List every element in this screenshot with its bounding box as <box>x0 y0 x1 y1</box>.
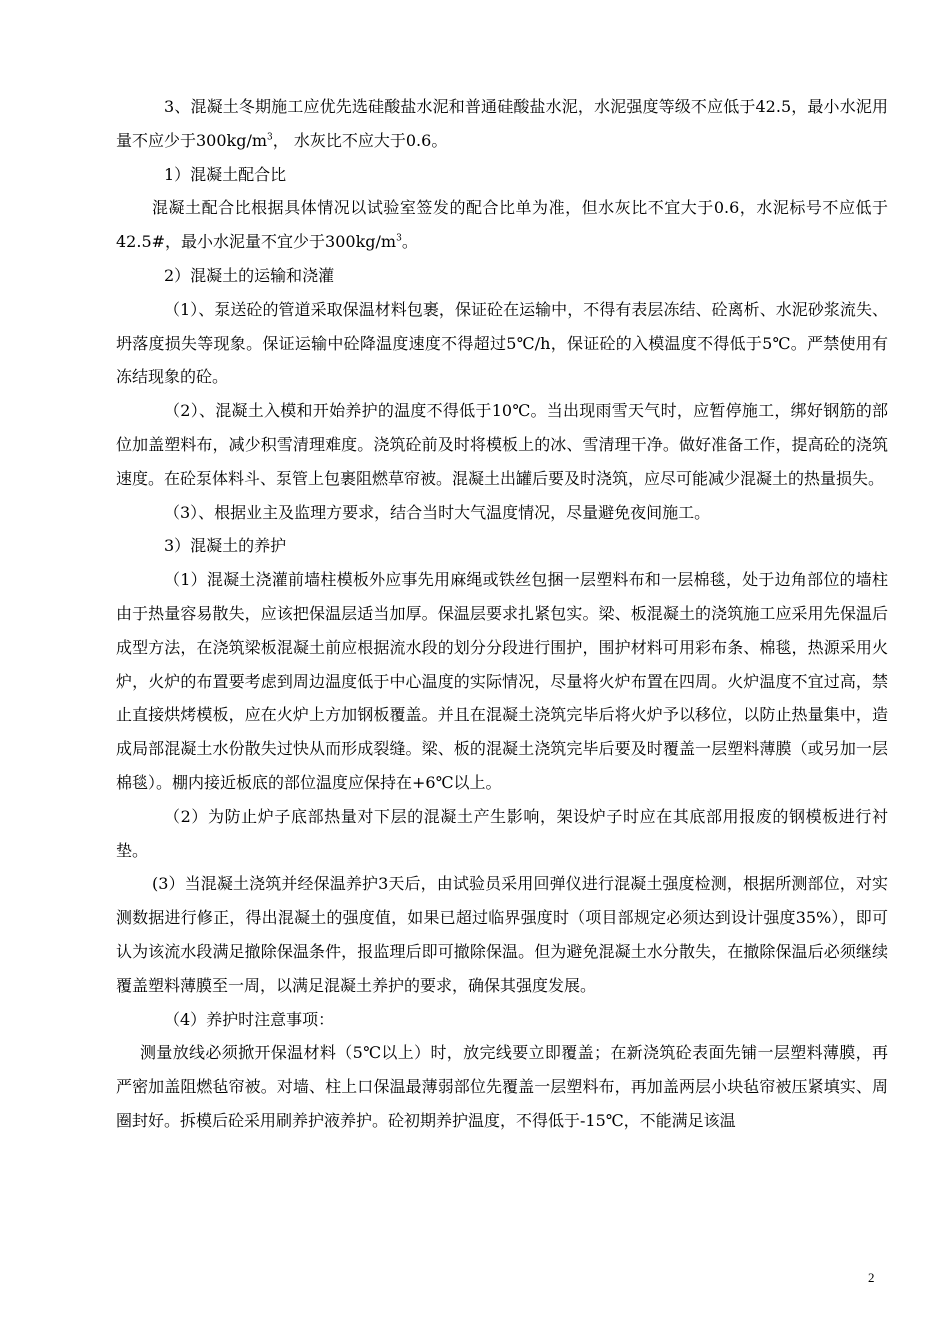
heading-curing: 3）混凝土的养护 <box>164 536 287 556</box>
paragraph-mix-ratio <box>116 191 888 259</box>
paragraph-curing-2: （2）为防止炉子底部热量对下层的混凝土产生影响，架设炉子时应在其底部用报废的钢模板进行衬垫。 <box>116 806 888 860</box>
paragraph-text: 3、混凝土冬期施工应优先选硅酸盐水泥和普通硅酸盐水泥，水泥强度等级不应低于42.5，最小水泥用量不应少于300kg/m <box>116 97 888 150</box>
paragraph-curing-notes: 测量放线必须掀开保温材料（5℃以上）时，放完线要立即覆盖；在新浇筑砼表面先铺一层塑料薄膜，再严密加盖阻燃毡帘被。对墙、柱上口保温最薄弱部位先覆盖一层塑料布，再加盖两层小块毡帘被压紧填实、周圈封好。拆模后砼采用刷养护液养护。砼初期养护温度，不得低于-15℃，不能满足该温 <box>116 1043 888 1130</box>
paragraph-curing-3: (3）当混凝土浇筑并经保温养护3天后，由试验员采用回弹仪进行混凝土强度检测，根据所测部位，对实测数据进行修正，得出混凝土的强度值，如果已超过临界强度时（项目部规定必须达到设计强度35%），即可认为该流水段满足撤除保温条件，报监理后即可撤除保温。但为避免混凝土水分散失，在撤除保温后必须继续覆盖塑料薄膜至一周，以满足混凝土养护的要求，确保其强度发展。 <box>116 874 888 995</box>
paragraph-text: ， 水灰比不应大于0.6。 <box>272 130 448 150</box>
page-number: 2 <box>868 1270 875 1285</box>
heading-curing-notes: （4）养护时注意事项： <box>164 1009 335 1029</box>
paragraph-transport-1: （1）、泵送砼的管道采取保温材料包裹，保证砼在运输中，不得有表层冻结、砼离析、水泥砂浆流失、坍落度损失等现象。保证运输中砼降温度速度不得超过5℃/h，保证砼的入模温度不得低于5℃。严禁使用有冻结现象的砼。 <box>116 299 888 387</box>
paragraph-transport-2: （2）、混凝土入模和开始养护的温度不得低于10℃。当出现雨雪天气时，应暂停施工，绑好钢筋的部位加盖塑料布，减少积雪清理难度。浇筑砼前及时将模板上的冰、雪清理干净。做好准备工作，提高砼的浇筑速度。在砼泵体料斗、泵管上包裹阻燃草帘被。混凝土出罐后要及时浇筑，应尽可能减少混凝土的热量损失。 <box>116 401 888 488</box>
paragraph-text: 。 <box>401 232 418 252</box>
superscript: 3 <box>267 132 273 143</box>
paragraph-transport-3: （3）、根据业主及监理方要求，结合当时大气温度情况，尽量避免夜间施工。 <box>164 502 711 522</box>
heading-transport-pouring: 2）混凝土的运输和浇灌 <box>164 265 335 285</box>
superscript: 3 <box>396 233 402 244</box>
heading-mix-ratio: 1）混凝土配合比 <box>164 164 287 184</box>
page-body <box>116 90 888 1138</box>
paragraph-text: 混凝土配合比根据具体情况以试验室签发的配合比单为准，但水灰比不宜大于0.6，水泥标号不应低于42.5#，最小水泥量不宜少于300kg/m <box>116 198 888 252</box>
paragraph-cement-requirements <box>116 90 888 158</box>
paragraph-curing-1: （1）混凝土浇灌前墙柱模板外应事先用麻绳或铁丝包捆一层塑料布和一层棉毯，处于边角部位的墙柱由于热量容易散失，应该把保温层适当加厚。保温层要求扎紧包实。梁、板混凝土的浇筑施工应采用先保温后成型方法，在浇筑梁板混凝土前应根据流水段的划分分段进行围护，围护材料可用彩布条、棉毯，热源采用火炉，火炉的布置要考虑到周边温度低于中心温度的实际情况，尽量将火炉布置在四周。火炉温度不宜过高，禁止直接烘烤模板，应在火炉上方加钢板覆盖。并且在混凝土浇筑完毕后将火炉予以移位，以防止热量集中，造成局部混凝土水份散失过快从而形成裂缝。梁、板的混凝土浇筑完毕后要及时覆盖一层塑料薄膜（或另加一层棉毯）。棚内接近板底的部位温度应保持在+6℃以上。 <box>116 570 888 792</box>
